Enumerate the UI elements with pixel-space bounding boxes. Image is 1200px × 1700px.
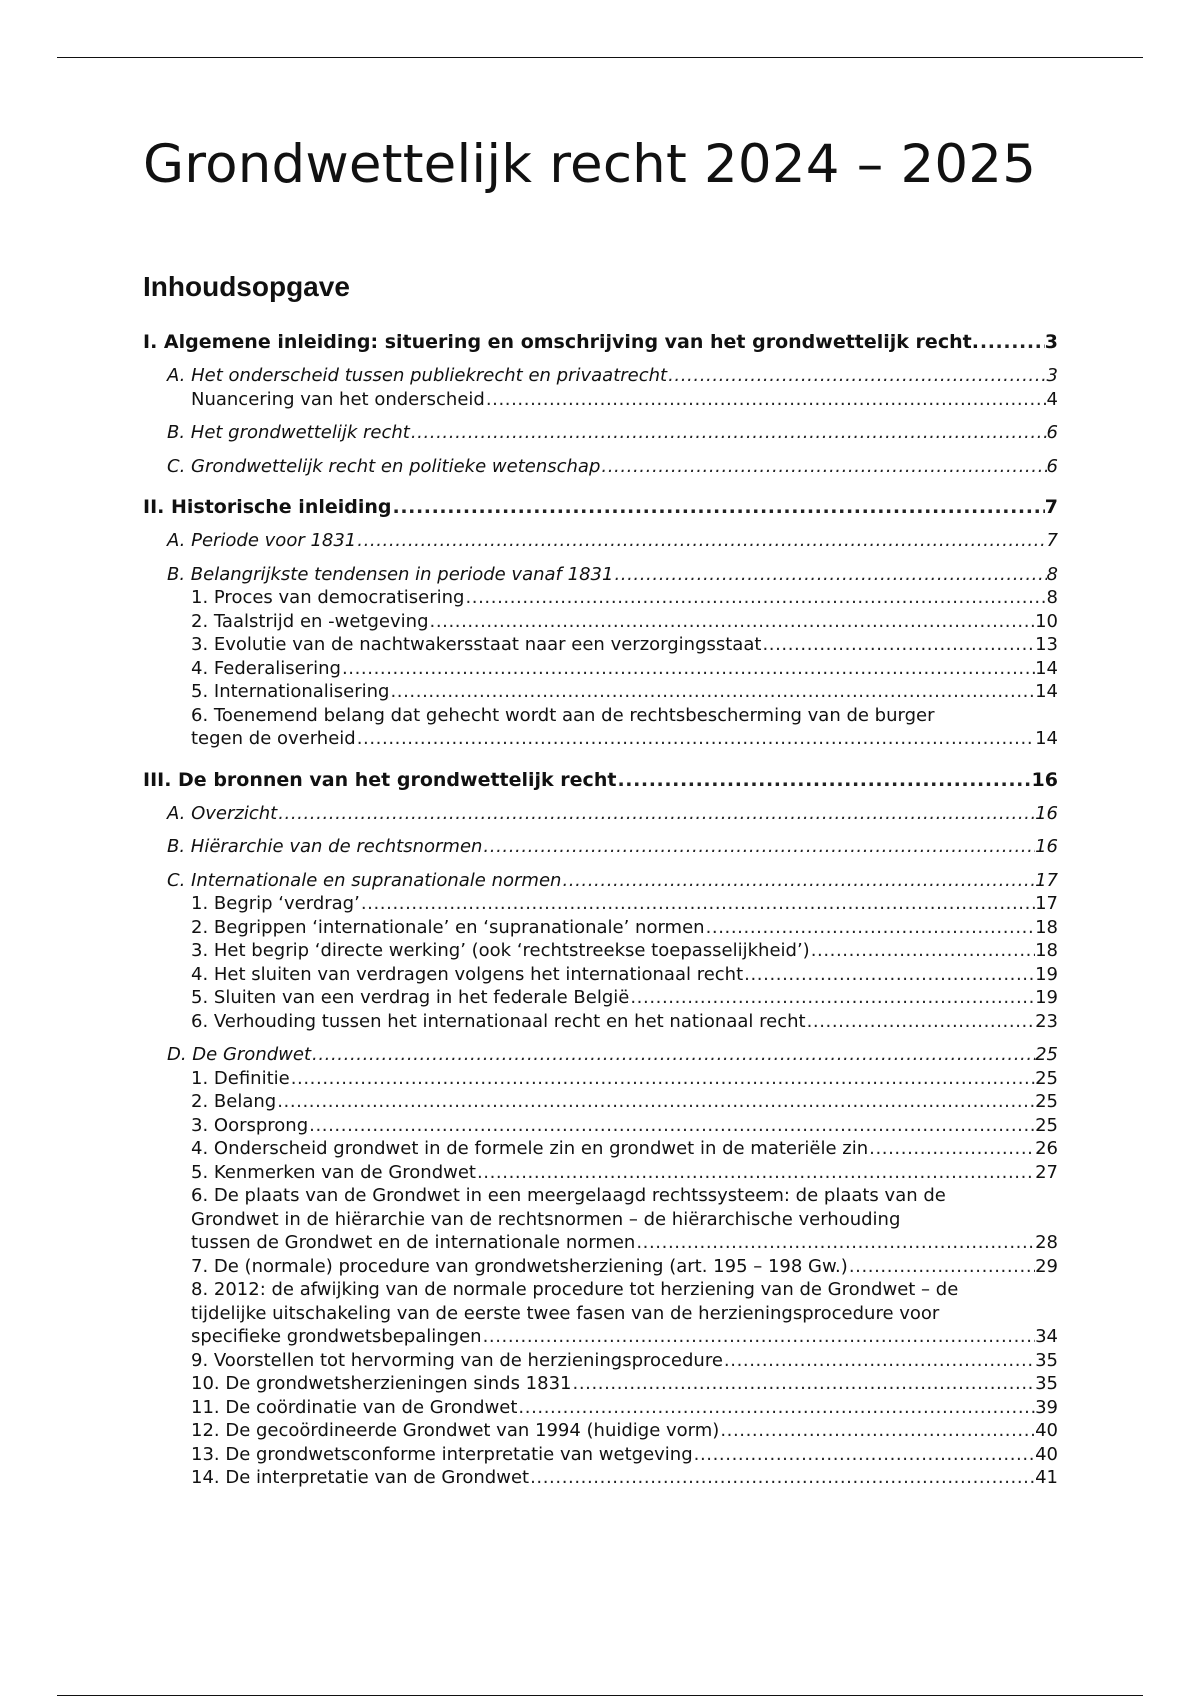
toc-page-number: 40 [1035, 1420, 1058, 1441]
dot-leader [573, 1372, 1036, 1396]
dot-leader [430, 610, 1036, 634]
toc-entry-label: 4. Onderscheid grondwet in de formele zin en grondwet in de materiële zin [191, 1138, 869, 1159]
top-rule [57, 57, 1143, 58]
toc-entry[interactable] [143, 1184, 1058, 1255]
toc-entry-label-line: Grondwet in de hiërarchie van de rechtsnormen – de hiërarchische verhouding [191, 1208, 901, 1230]
toc-page-number: 14 [1035, 657, 1058, 679]
toc-page-number: 14 [1035, 681, 1058, 702]
dot-leader [277, 1090, 1035, 1114]
toc-entry[interactable] [143, 1349, 1058, 1373]
toc-entry-label: C. Internationale en supranationale normen [167, 869, 562, 891]
toc-page-number: 25 [1035, 1044, 1058, 1065]
toc-entry-label: tussen de Grondwet en de internationale normen [191, 1232, 636, 1253]
toc-entry[interactable] [143, 421, 1058, 445]
toc-entry[interactable] [143, 563, 1058, 587]
toc-entry-label: Nuancering van het onderscheid [191, 388, 485, 410]
toc-entry-label: 2. Taalstrijd en -wetgeving [191, 610, 429, 632]
toc-page-number: 19 [1035, 963, 1058, 985]
toc-page-number: 17 [1035, 869, 1058, 891]
toc-page-number: 17 [1035, 893, 1058, 914]
toc-entry-label-line: 6. Toenemend belang dat gehecht wordt aan de rechtsbescherming van de burger [191, 704, 935, 726]
toc-entry[interactable] [143, 1090, 1058, 1114]
toc-entry-label: A. Het onderscheid tussen publiekrecht en privaatrecht [167, 365, 668, 386]
toc-entry-label: 2. Belang [191, 1091, 277, 1112]
toc-page-number: 18 [1035, 940, 1058, 961]
toc-entry-label: 10. De grondwetsherzieningen sinds 1831 [191, 1373, 572, 1394]
dot-leader [278, 802, 1035, 826]
toc-page-number: 7 [1044, 496, 1058, 518]
toc-entry[interactable] [143, 455, 1058, 479]
toc-page-number: 29 [1035, 1255, 1058, 1277]
toc-entry-label-line: tijdelijke uitschakeling van de eerste twee fasen van de herzieningsprocedure voor [191, 1302, 940, 1324]
toc-page-number: 25 [1035, 1067, 1058, 1089]
dot-leader [762, 633, 1035, 657]
toc-entry-label: A. Overzicht [167, 802, 278, 824]
dot-leader [724, 1349, 1035, 1373]
toc-entry-label: 11. De coördinatie van de Grondwet [191, 1396, 518, 1418]
toc-entry[interactable] [143, 916, 1058, 940]
toc-page-number: 35 [1035, 1373, 1058, 1394]
toc-entry-label: 3. Oorsprong [191, 1114, 309, 1136]
dot-leader [357, 529, 1046, 553]
dot-leader [486, 388, 1047, 412]
toc-entry[interactable] [143, 1161, 1058, 1185]
toc-page-number: 8 [1046, 563, 1058, 585]
dot-leader [706, 916, 1036, 940]
toc-entry[interactable] [143, 963, 1058, 987]
toc-entry-label: 6. Verhouding tussen het internationaal recht en het nationaal recht [191, 1010, 806, 1032]
toc-entry-label: B. Het grondwettelijk recht [167, 422, 410, 443]
bottom-rule [57, 1695, 1143, 1696]
dot-leader [636, 1231, 1035, 1255]
dot-leader [668, 364, 1046, 388]
toc-entry[interactable] [143, 892, 1058, 916]
dot-leader [849, 1255, 1035, 1279]
dot-leader [630, 986, 1035, 1010]
toc-entry-label: 3. Evolutie van de nachtwakersstaat naar een verzorgingsstaat [191, 634, 762, 655]
toc-page-number: 18 [1035, 916, 1058, 938]
toc-page-number: 39 [1035, 1396, 1058, 1418]
toc-page-number: 26 [1035, 1138, 1058, 1159]
toc-page-number: 13 [1035, 634, 1058, 655]
toc-entry[interactable] [143, 1067, 1058, 1091]
toc-entry-label: II. Historische inleiding [143, 496, 392, 518]
toc-entry-label: B. Belangrijkste tendensen in periode vanaf 1831 [167, 563, 614, 585]
dot-leader [562, 869, 1035, 893]
dot-leader [601, 455, 1046, 479]
dot-leader [483, 835, 1035, 859]
toc-page-number: 41 [1035, 1467, 1058, 1488]
dot-leader [393, 495, 1045, 519]
toc-entry[interactable] [143, 869, 1058, 893]
toc-entry[interactable] [143, 364, 1058, 388]
toc-entry[interactable] [143, 680, 1058, 704]
toc-entry[interactable] [143, 1278, 1058, 1349]
toc-entry-label: 7. De (normale) procedure van grondwetsherziening (art. 195 – 198 Gw.) [191, 1255, 848, 1277]
toc-page-number: 16 [1031, 768, 1058, 791]
dot-leader [477, 1161, 1035, 1185]
dot-leader [720, 1419, 1035, 1443]
toc-entry[interactable] [143, 1114, 1058, 1138]
toc-entry[interactable] [143, 1010, 1058, 1034]
toc-entry-label: 1. Definitie [191, 1067, 290, 1089]
toc-page-number: 16 [1035, 802, 1058, 824]
toc-page-number: 4 [1046, 388, 1058, 410]
toc-page-number: 40 [1035, 1443, 1058, 1465]
toc-entry-label: 2. Begrippen ‘internationale’ en ‘supranationale’ normen [191, 916, 705, 938]
table-of-contents [143, 330, 1058, 1490]
toc-page-number: 8 [1046, 587, 1058, 608]
toc-entry-label: 5. Kenmerken van de Grondwet [191, 1161, 476, 1183]
page-title: Grondwettelijk recht 2024 – 2025 [143, 134, 1037, 195]
toc-entry-label: A. Periode voor 1831 [167, 530, 357, 551]
toc-entry-label: 1. Proces van democratisering [191, 587, 465, 608]
toc-entry[interactable] [143, 495, 1058, 519]
toc-entry[interactable] [143, 1137, 1058, 1161]
toc-page-number: 7 [1046, 530, 1058, 551]
toc-page-number: 27 [1035, 1161, 1058, 1183]
toc-entry[interactable] [143, 939, 1058, 963]
toc-entry-label: tegen de overheid [191, 728, 356, 749]
dot-leader [291, 1067, 1035, 1091]
dot-leader [617, 768, 1031, 792]
toc-entry[interactable] [143, 1443, 1058, 1467]
toc-entry[interactable] [143, 1372, 1058, 1396]
dot-leader [342, 657, 1035, 681]
toc-entry-label: 1. Begrip ‘verdrag’ [191, 893, 360, 914]
toc-entry-label: 5. Internationalisering [191, 681, 390, 702]
dot-leader [390, 680, 1035, 704]
toc-entry-label: D. De Grondwet [167, 1044, 312, 1065]
toc-entry[interactable] [143, 388, 1058, 412]
toc-entry-label-line: 6. De plaats van de Grondwet in een meergelaagd rechtssysteem: de plaats van de [191, 1185, 946, 1206]
toc-entry-label: 13. De grondwetsconforme interpretatie van wetgeving [191, 1443, 693, 1465]
toc-entry-label: III. De bronnen van het grondwettelijk recht [143, 768, 617, 791]
toc-heading: Inhoudsopgave [143, 271, 350, 302]
toc-entry-label: 12. De gecoördineerde Grondwet van 1994 (huidige vorm) [191, 1420, 720, 1441]
toc-page-number: 25 [1035, 1091, 1058, 1112]
dot-leader [811, 939, 1035, 963]
dot-leader [361, 892, 1035, 916]
dot-leader [465, 586, 1046, 610]
toc-entry-label: C. Grondwettelijk recht en politieke wetenschap [167, 455, 601, 477]
dot-leader [411, 421, 1047, 445]
toc-entry-label: 4. Het sluiten van verdragen volgens het internationaal recht [191, 963, 744, 985]
dot-leader [518, 1396, 1035, 1420]
toc-entry[interactable] [143, 986, 1058, 1010]
toc-entry[interactable] [143, 610, 1058, 634]
toc-entry[interactable] [143, 657, 1058, 681]
toc-page-number: 3 [1046, 365, 1058, 386]
dot-leader [807, 1010, 1036, 1034]
dot-leader [530, 1466, 1035, 1490]
toc-page-number: 25 [1035, 1114, 1058, 1136]
toc-entry[interactable] [143, 586, 1058, 610]
dot-leader [483, 1325, 1036, 1349]
toc-entry[interactable] [143, 1255, 1058, 1279]
toc-entry-label: specifieke grondwetsbepalingen [191, 1326, 482, 1347]
dot-leader [357, 727, 1035, 751]
toc-entry[interactable] [143, 768, 1058, 792]
toc-entry[interactable] [143, 1419, 1058, 1443]
dot-leader [869, 1137, 1035, 1161]
toc-page-number: 3 [1044, 331, 1058, 353]
toc-entry[interactable] [143, 802, 1058, 826]
toc-page-number: 23 [1035, 1010, 1058, 1032]
dot-leader [980, 330, 1045, 354]
toc-page-number: 10 [1035, 610, 1058, 632]
toc-entry-label: 3. Het begrip ‘directe werking’ (ook ‘rechtstreekse toepasselijkheid’) [191, 940, 810, 961]
toc-page-number: 19 [1035, 987, 1058, 1008]
toc-entry[interactable] [143, 330, 1058, 354]
toc-page-number: 6 [1046, 422, 1058, 443]
toc-entry-label: 5. Sluiten van een verdrag in het federale België [191, 987, 630, 1008]
toc-entry[interactable] [143, 1043, 1058, 1067]
dot-leader [309, 1114, 1035, 1138]
toc-entry[interactable] [143, 704, 1058, 751]
toc-page-number: 35 [1035, 1349, 1058, 1371]
dot-leader [614, 563, 1046, 587]
toc-entry-label: 14. De interpretatie van de Grondwet [191, 1467, 530, 1488]
toc-entry[interactable] [143, 1466, 1058, 1490]
toc-entry-label-line: 8. 2012: de afwijking van de normale procedure tot herziening van de Grondwet – de [191, 1279, 959, 1300]
dot-leader [694, 1443, 1035, 1467]
toc-entry-label: I. Algemene inleiding: situering en omschrijving van het grondwettelijk recht. [143, 331, 979, 353]
toc-entry[interactable] [143, 633, 1058, 657]
toc-entry[interactable] [143, 529, 1058, 553]
toc-entry-label: 4. Federalisering [191, 657, 341, 679]
toc-page-number: 16 [1035, 836, 1058, 857]
dot-leader [312, 1043, 1035, 1067]
toc-entry[interactable] [143, 1396, 1058, 1420]
toc-page-number: 28 [1035, 1232, 1058, 1253]
toc-entry-label: B. Hiërarchie van de rechtsnormen [167, 836, 483, 857]
toc-page-number: 34 [1035, 1326, 1058, 1347]
toc-entry-label: 9. Voorstellen tot hervorming van de herzieningsprocedure [191, 1349, 723, 1371]
toc-entry[interactable] [143, 835, 1058, 859]
toc-page-number: 6 [1046, 455, 1058, 477]
toc-page-number: 14 [1035, 728, 1058, 749]
dot-leader [744, 963, 1035, 987]
